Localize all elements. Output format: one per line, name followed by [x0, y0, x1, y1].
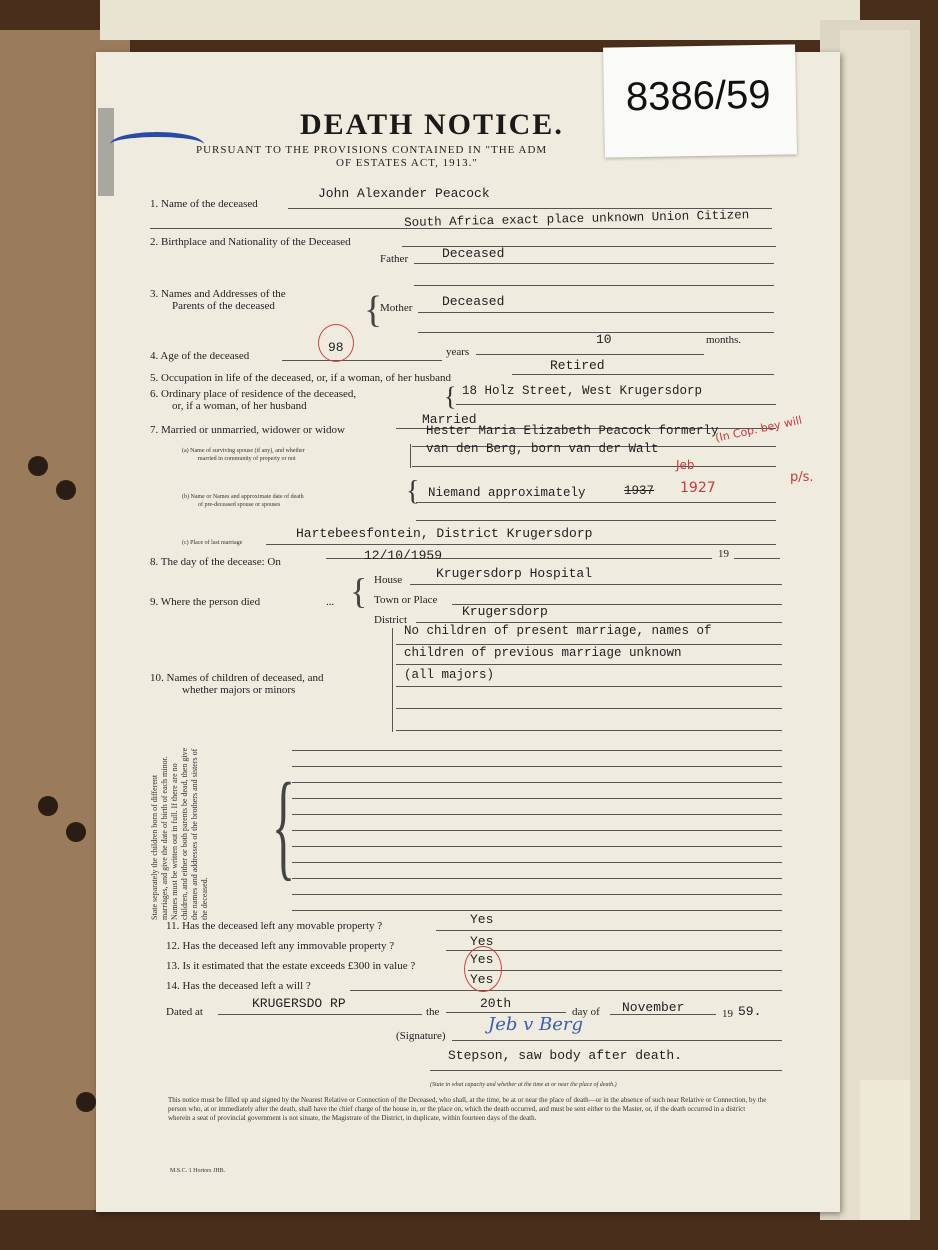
punch-hole	[76, 1092, 96, 1112]
footer-instructions: This notice must be filled up and signed by the Nearest Relative or Connection of the Deceased, who shall, at the time, be at or near the place of death—or in the absence of such near Relative or Connection, by the person who, at or immediately after the death, shall have the chief charge of the house in, or the place on, which the death occurred, and must be sent either to the Master, or, if the death occurred in a district wherein a seat of provincial government is not situate, the Magistrate of the District, in duplicate, within fourteen days of the death.	[168, 1096, 767, 1122]
rule	[410, 584, 782, 585]
immovable-property-label: 12. Has the deceased left any immovable property ?	[166, 940, 395, 952]
residence-label-2: or, if a woman, of her husband	[172, 400, 307, 412]
rule	[446, 950, 782, 951]
children-value-2: children of previous marriage unknown	[404, 646, 682, 660]
rule	[416, 622, 782, 623]
side-instructions-text: State separately the children born of different marriages, and give the date of birth of each minor. Names must be written out in full. If there are no children, and either or both parents be dead, then give the names and addresses of the brothers and sisters of the deceased.	[150, 747, 209, 920]
predeceased-corrected-year: 1927	[680, 480, 716, 496]
last-marriage-label: (c) Place of last marriage	[182, 540, 243, 546]
punch-hole	[28, 456, 48, 476]
rule	[436, 930, 782, 931]
immovable-property-value: Yes	[470, 934, 494, 949]
signature-label: (Signature)	[396, 1030, 446, 1042]
birthplace-label: 2. Birthplace and Nationality of the Deceased	[150, 236, 351, 248]
brace: {	[406, 476, 420, 507]
parents-label: 3. Names and Addresses of the	[150, 288, 286, 300]
district-label: District	[374, 614, 407, 626]
red-annotation: (In Cop. bey will	[714, 413, 804, 445]
rule	[396, 708, 782, 709]
year-value: 59.	[738, 1004, 762, 1019]
capacity-caption: (State in what capacity and whether at the time at or near the place of death.)	[430, 1082, 617, 1088]
red-initials: Jeb	[676, 458, 695, 472]
day-value: 20th	[480, 996, 512, 1011]
name-label: 1. Name of the deceased	[150, 198, 258, 210]
rule	[392, 628, 393, 732]
punch-hole	[38, 796, 58, 816]
place-of-death-label: 9. Where the person died	[150, 596, 261, 608]
rule	[396, 686, 782, 687]
paper-behind-corner	[860, 1080, 910, 1220]
district-value: Krugersdorp	[462, 604, 548, 619]
will-value: Yes	[470, 972, 494, 987]
age-months-value: 10	[596, 332, 612, 347]
name-value: John Alexander Peacock	[318, 186, 490, 201]
capacity-value: Stepson, saw body after death.	[448, 1048, 683, 1063]
rule	[734, 558, 780, 559]
red-circle	[464, 946, 502, 992]
movable-property-value: Yes	[470, 912, 494, 927]
spouse-value-2: van den Berg, born van der Walt	[426, 442, 659, 456]
rule	[410, 444, 411, 468]
father-value: Deceased	[442, 246, 505, 261]
predeceased-label: (b) Name or Names and approximate date of death	[182, 494, 304, 500]
decease-year-prefix: 19	[718, 548, 729, 560]
paper-behind-top	[100, 0, 860, 40]
rule	[292, 782, 782, 783]
rule	[350, 990, 782, 991]
occupation-label: 5. Occupation in life of the deceased, or, if a woman, of her husband	[150, 372, 452, 384]
rule	[292, 750, 782, 751]
predeceased-struck-year: 1937	[624, 484, 655, 498]
rule	[396, 644, 782, 645]
red-circle	[318, 324, 354, 362]
rule	[468, 970, 782, 971]
rule	[292, 766, 782, 767]
will-label: 14. Has the deceased left a will ?	[166, 980, 311, 992]
form-code: M.S.C. 1 Hortors JHB.	[170, 1168, 226, 1174]
marital-value: Married	[422, 412, 477, 427]
decease-date-value: 12/10/1959	[364, 548, 443, 563]
the-label: the	[426, 1006, 440, 1018]
rule	[416, 502, 776, 503]
file-fastener	[98, 108, 114, 196]
side-instructions	[150, 740, 262, 920]
children-value-1: No children of present marriage, names of	[404, 624, 712, 638]
residence-value: 18 Holz Street, West Krugersdorp	[462, 384, 703, 398]
form-subtitle-line1: PURSUANT TO THE PROVISIONS CONTAINED IN "THE ADM	[196, 144, 548, 156]
punch-hole	[66, 822, 86, 842]
brace: {	[364, 289, 383, 331]
rule	[292, 846, 782, 847]
house-label: House	[374, 574, 403, 586]
rule	[292, 894, 782, 895]
day-of-label: day of	[572, 1006, 600, 1018]
rule	[396, 664, 782, 665]
marital-label: 7. Married or unmarried, widower or widow	[150, 424, 345, 436]
paper-behind-right-2	[840, 30, 910, 1220]
reference-sticker	[603, 44, 797, 157]
rule	[414, 263, 774, 264]
rule	[292, 814, 782, 815]
house-value: Krugersdorp Hospital	[436, 566, 593, 581]
dots: ...	[326, 596, 335, 608]
age-years-value: 98	[328, 340, 344, 355]
brace: {	[444, 382, 457, 411]
mother-label: Mother	[380, 302, 413, 314]
children-value-3: (all majors)	[404, 668, 495, 682]
rule	[446, 1012, 566, 1013]
age-label: 4. Age of the deceased	[150, 350, 250, 362]
rule	[512, 374, 774, 375]
rule	[292, 910, 782, 911]
red-initials-ps: p/s.	[790, 470, 814, 485]
spouse-label-2: married in community of property or not	[198, 456, 296, 462]
month-value: November	[622, 1000, 685, 1015]
rule	[266, 544, 776, 545]
rule	[292, 830, 782, 831]
punch-hole	[56, 480, 76, 500]
spouse-value-1: Hester Maria Elizabeth Peacock formerly	[426, 424, 719, 438]
signature: Jeb v Berg	[488, 1014, 584, 1035]
form-title: DEATH NOTICE.	[300, 108, 564, 141]
blue-string	[110, 132, 204, 157]
rule	[452, 1040, 782, 1041]
rule	[414, 285, 774, 286]
last-marriage-value: Hartebeesfontein, District Krugersdorp	[296, 526, 593, 541]
predeceased-value: Niemand approximately	[428, 486, 586, 500]
rule	[282, 360, 442, 361]
rule	[292, 862, 782, 863]
rule	[292, 798, 782, 799]
dated-label: Dated at	[166, 1006, 203, 1018]
rule	[418, 312, 774, 313]
rule	[416, 520, 776, 521]
rule	[412, 466, 776, 467]
father-label: Father	[380, 253, 409, 265]
predeceased-label-2: of pre-deceased spouse or spouses	[198, 502, 281, 508]
estate-value-label: 13. Is it estimated that the estate exceeds £300 in value ?	[166, 960, 416, 972]
spouse-label: (a) Name of surviving spouse (if any), and whether	[182, 448, 305, 454]
town-label: Town or Place	[374, 594, 438, 606]
rule	[476, 354, 704, 355]
mother-value: Deceased	[442, 294, 505, 309]
children-label-2: whether majors or minors	[182, 684, 296, 696]
rule	[396, 730, 782, 731]
form-subtitle-line2: OF ESTATES ACT, 1913."	[336, 157, 478, 169]
children-label: 10. Names of children of deceased, and	[150, 672, 324, 684]
dated-place-value: KRUGERSDO RP	[252, 996, 346, 1011]
year-prefix: 19	[722, 1008, 733, 1020]
decease-date-label: 8. The day of the decease: On	[150, 556, 281, 568]
rule	[292, 878, 782, 879]
movable-property-label: 11. Has the deceased left any movable property ?	[166, 920, 383, 932]
rule	[456, 404, 776, 405]
parents-label-2: Parents of the deceased	[172, 300, 275, 312]
months-label: months.	[706, 334, 742, 346]
brace: {	[350, 571, 368, 611]
rule	[218, 1014, 422, 1015]
years-label: years	[446, 346, 470, 358]
residence-label: 6. Ordinary place of residence of the deceased,	[150, 388, 357, 400]
birthplace-value: South Africa exact place unknown Union Citizen	[404, 208, 750, 230]
large-brace: {	[272, 758, 296, 891]
reference-number: 8386/59	[625, 72, 771, 120]
estate-value-value: Yes	[470, 952, 494, 967]
rule	[430, 1070, 782, 1071]
occupation-value: Retired	[550, 358, 605, 373]
